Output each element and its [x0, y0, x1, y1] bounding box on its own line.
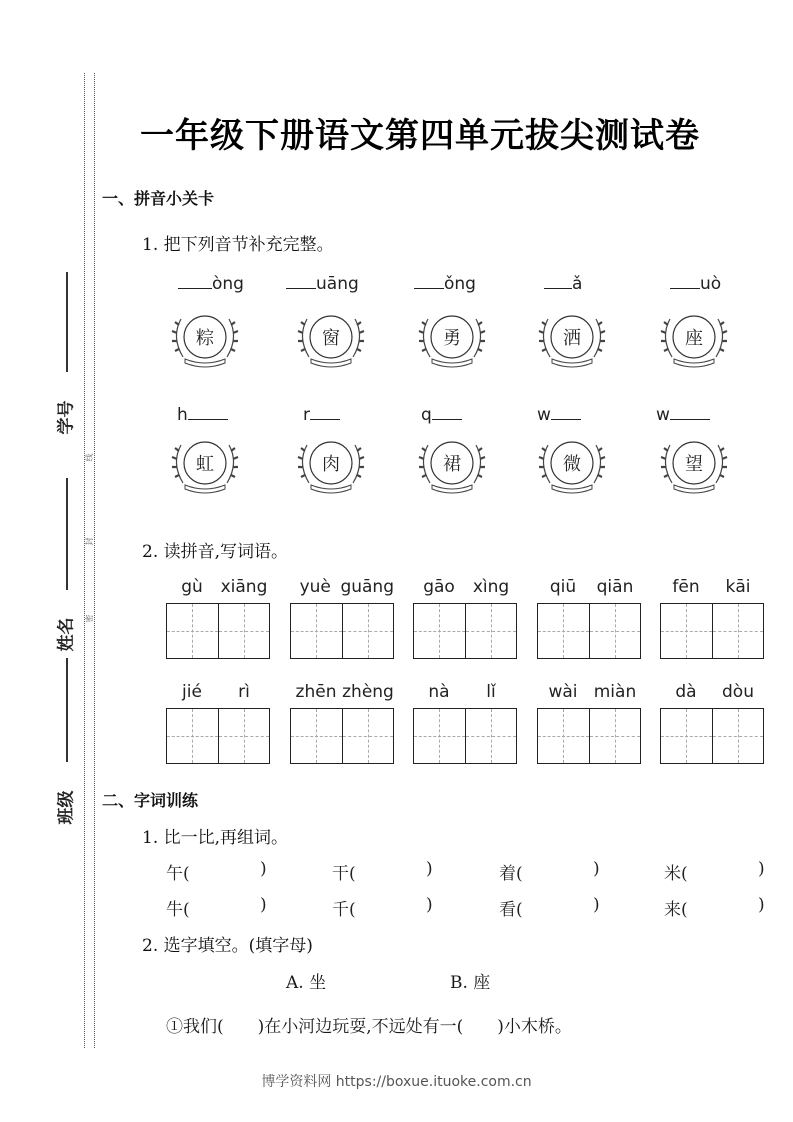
syllable-fill-7[interactable]: r: [303, 405, 340, 425]
compare-item[interactable]: 午( ): [166, 859, 267, 884]
syllable-fill-2[interactable]: uāng: [286, 274, 359, 294]
compare-item[interactable]: 牛( ): [166, 895, 267, 920]
compare-item[interactable]: 着( ): [499, 859, 600, 884]
fill-sentence-1[interactable]: ①我们( )在小河边玩耍,不远处有一( )小木桥。: [166, 1017, 572, 1037]
tianzige-grid[interactable]: [166, 708, 270, 764]
q1-2-prompt: 2. 读拼音,写词语。: [142, 542, 289, 562]
pinyin-label: nà lǐ: [428, 682, 496, 702]
tianzige-grid[interactable]: [290, 708, 394, 764]
character-medallion-10: [656, 437, 732, 497]
tianzige-grid[interactable]: [290, 603, 394, 659]
medallion-char: 洒: [563, 328, 581, 349]
seal-mark-xian: 线: [85, 453, 94, 462]
character-medallion-5: [656, 311, 732, 371]
word-box-2[interactable]: [290, 577, 394, 659]
medallion-char: 粽: [196, 328, 214, 349]
syllable-fill-1[interactable]: òng: [178, 274, 244, 294]
word-box-9[interactable]: [537, 682, 641, 764]
medallion-char: 肉: [322, 454, 340, 475]
word-box-7[interactable]: [290, 682, 394, 764]
section-2-heading: 二、字词训练: [102, 791, 199, 810]
pinyin-label: wài miàn: [548, 682, 637, 702]
section-1-heading: 一、拼音小关卡: [102, 189, 215, 208]
tianzige-grid[interactable]: [537, 603, 641, 659]
medallion-char: 座: [685, 328, 703, 349]
syllable-fill-3[interactable]: ǒng: [414, 274, 476, 294]
name-line[interactable]: [66, 478, 68, 590]
compare-item[interactable]: 千( ): [332, 895, 433, 920]
pinyin-label: dà dòu: [675, 682, 754, 702]
word-box-1[interactable]: [166, 577, 270, 659]
medallion-char: 望: [685, 454, 703, 475]
pinyin-label: qiū qiān: [549, 577, 634, 597]
tianzige-grid[interactable]: [166, 603, 270, 659]
word-box-6[interactable]: [166, 682, 270, 764]
character-medallion-3: [414, 311, 490, 371]
syllable-fill-6[interactable]: h: [177, 405, 228, 425]
medallion-char: 裙: [443, 454, 461, 475]
pinyin-label: yuè guāng: [299, 577, 394, 597]
syllable-fill-10[interactable]: w: [656, 405, 710, 425]
compare-item[interactable]: 看( ): [499, 895, 600, 920]
syllable-fill-5[interactable]: uò: [670, 274, 721, 294]
pinyin-label: gāo xìng: [423, 577, 510, 597]
name-label: 姓名: [56, 617, 77, 652]
q1-1-prompt: 1. 把下列音节补充完整。: [142, 235, 334, 255]
pinyin-label: jié rì: [182, 682, 250, 702]
character-medallion-8: [414, 437, 490, 497]
word-box-5[interactable]: [660, 577, 764, 659]
medallion-char: 勇: [443, 328, 461, 349]
word-box-8[interactable]: [413, 682, 517, 764]
medallion-char: 虹: [196, 454, 214, 475]
option-a: A. 坐: [286, 973, 327, 993]
character-medallion-7: [293, 437, 369, 497]
q2-1-prompt: 1. 比一比,再组词。: [142, 828, 289, 848]
q2-2-prompt: 2. 选字填空。(填字母): [142, 936, 313, 956]
tianzige-grid[interactable]: [537, 708, 641, 764]
word-box-4[interactable]: [537, 577, 641, 659]
student-id-label: 学号: [56, 400, 77, 435]
character-medallion-6: [167, 437, 243, 497]
seal-mark-feng: 封: [85, 537, 94, 546]
character-medallion-4: [534, 311, 610, 371]
word-box-10[interactable]: [660, 682, 764, 764]
pinyin-label: fēn kāi: [672, 577, 751, 597]
tianzige-grid[interactable]: [660, 603, 764, 659]
medallion-char: 微: [563, 454, 581, 475]
compare-item[interactable]: 米( ): [664, 859, 765, 884]
page-title: 一年级下册语文第四单元拔尖测试卷: [140, 116, 700, 156]
character-medallion-9: [534, 437, 610, 497]
syllable-fill-9[interactable]: w: [537, 405, 581, 425]
compare-item[interactable]: 来( ): [664, 895, 765, 920]
pinyin-label: zhēn zhèng: [295, 682, 394, 702]
tianzige-grid[interactable]: [660, 708, 764, 764]
student-id-line[interactable]: [66, 272, 68, 372]
pinyin-label: gù xiāng: [181, 577, 268, 597]
tianzige-grid[interactable]: [413, 603, 517, 659]
class-label: 班级: [56, 790, 77, 825]
word-box-3[interactable]: [413, 577, 517, 659]
syllable-fill-8[interactable]: q: [421, 405, 462, 425]
footer-watermark: 博学资料网 https://boxue.ituoke.com.cn: [261, 1074, 532, 1090]
seal-mark-mi: 密: [85, 614, 94, 623]
character-medallion-1: [167, 311, 243, 371]
tianzige-grid[interactable]: [413, 708, 517, 764]
compare-item[interactable]: 干( ): [332, 859, 433, 884]
option-b: B. 座: [450, 973, 491, 993]
binding-seal-strip: [84, 73, 95, 1048]
character-medallion-2: [293, 311, 369, 371]
medallion-char: 窗: [322, 328, 340, 349]
class-line[interactable]: [66, 658, 68, 762]
syllable-fill-4[interactable]: ǎ: [544, 274, 582, 294]
